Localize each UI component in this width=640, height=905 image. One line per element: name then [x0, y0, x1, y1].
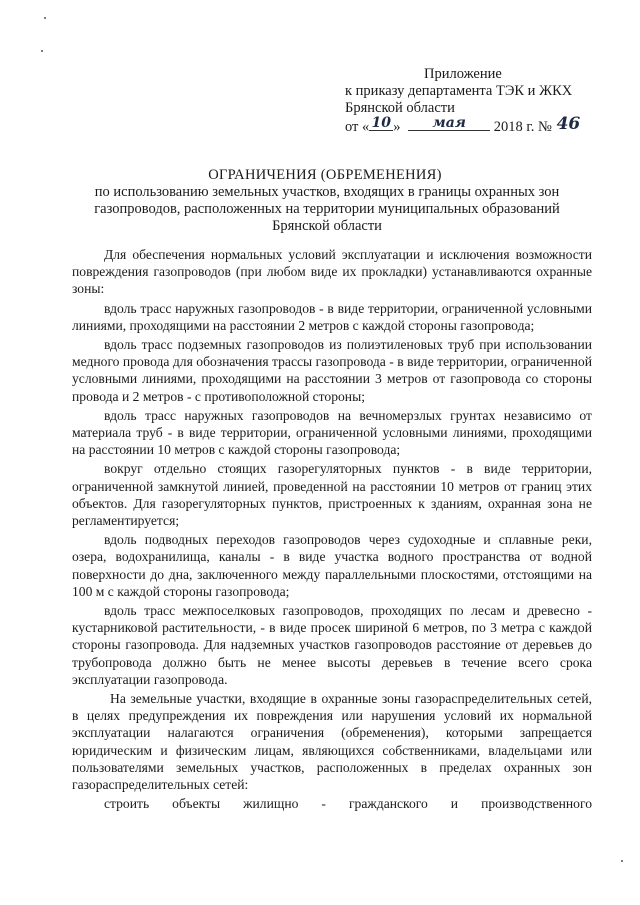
handwritten-month: мая [432, 115, 466, 131]
paragraph: На земельные участки, входящие в охранные зоны газораспределительных сетей, в целях предупреждения их повреждения или нарушения условий их нормальной эксплуатации налагаются ограничения (обременения), которыми запрещается юридическим и физическим лицам, являющихся собственниками, владельцами или пользователями земельных участков, расположенных в пределах охранных зон газораспределительных сетей: [72, 691, 592, 793]
appendix-title: Приложение [424, 66, 502, 82]
scan-speck [44, 17, 46, 19]
appendix-date-line [345, 114, 615, 135]
scan-speck [621, 860, 623, 862]
day-blank [369, 117, 393, 131]
document-body [72, 246, 592, 815]
paragraph: вдоль трасс наружных газопроводов на вечномерзлых грунтах независимо от материала труб - в виде территории, ограниченной условными линиями, проходящими на расстоянии 10 метров с каждой стороны газопровода; [72, 407, 592, 458]
paragraph: вдоль трасс межпоселковых газопроводов, проходящих по лесам и древесно - кустарниковой растительности, - в виде просек шириной 6 метров, по 3 метра с каждой стороны газопровода. Для надземных участков газопроводов расстояние от деревьев до трубопровода должно быть не менее высоты деревьев в течение всего срока эксплуатации газопровода. [72, 603, 592, 687]
handwritten-number: 46 [556, 114, 581, 134]
paragraph: вокруг отдельно стоящих газорегуляторных пунктов - в виде территории, ограниченной замкнутой линией, проведенной на расстоянии 10 метров от границ этих объектов. Для газорегуляторных пунктов, пристроенных к зданиям, охранная зона не регламентируется; [72, 461, 592, 529]
appendix-order-line: к приказу департамента ТЭК и ЖКХ [345, 83, 573, 99]
month-blank [408, 117, 490, 131]
document-subtitle: по использованию земельных участков, входящих в границы охранных зон газопроводов, расположенных на территории муниципальных образований Брянской области [94, 184, 560, 234]
date-prefix: от « [345, 119, 370, 135]
paragraph: строить объекты жилищно - гражданского и производственного [104, 796, 592, 812]
date-mid: » [393, 119, 401, 135]
paragraph: вдоль трасс подземных газопроводов из полиэтиленовых труб при использовании медного провода для обозначения трассы газопровода - в виде территории, ограниченной условными линиями, проходящими на расстоянии 3 метров от газопровода со стороны провода и 2 метров - с противоположной стороны; [72, 337, 592, 404]
paragraph: вдоль подводных переходов газопроводов через судоходные и сплавные реки, озера, водохранилища, каналы - в виде участка водного пространства от водной поверхности до дна, заключенного между параллельными плоскостями, отстоящими на 100 м с каждой стороны газопровода; [72, 532, 592, 599]
appendix-block [345, 66, 615, 135]
scan-speck [41, 50, 43, 52]
appendix-region-line: Брянской области [345, 100, 455, 116]
paragraph: Для обеспечения нормальных условий эксплуатации и исключения возможности повреждения газопроводов (при любом виде их прокладки) устанавливаются охранные зоны: [72, 247, 592, 297]
document-title: ОГРАНИЧЕНИЯ (ОБРЕМЕНЕНИЯ) [208, 167, 442, 183]
handwritten-day: 10 [371, 115, 392, 131]
number-blank [555, 114, 581, 134]
date-year: 2018 г. № [493, 119, 552, 135]
paragraph: вдоль трасс наружных газопроводов - в виде территории, ограниченной условными линиями, проходящими на расстоянии 2 метров с каждой стороны газопровода; [72, 300, 592, 333]
